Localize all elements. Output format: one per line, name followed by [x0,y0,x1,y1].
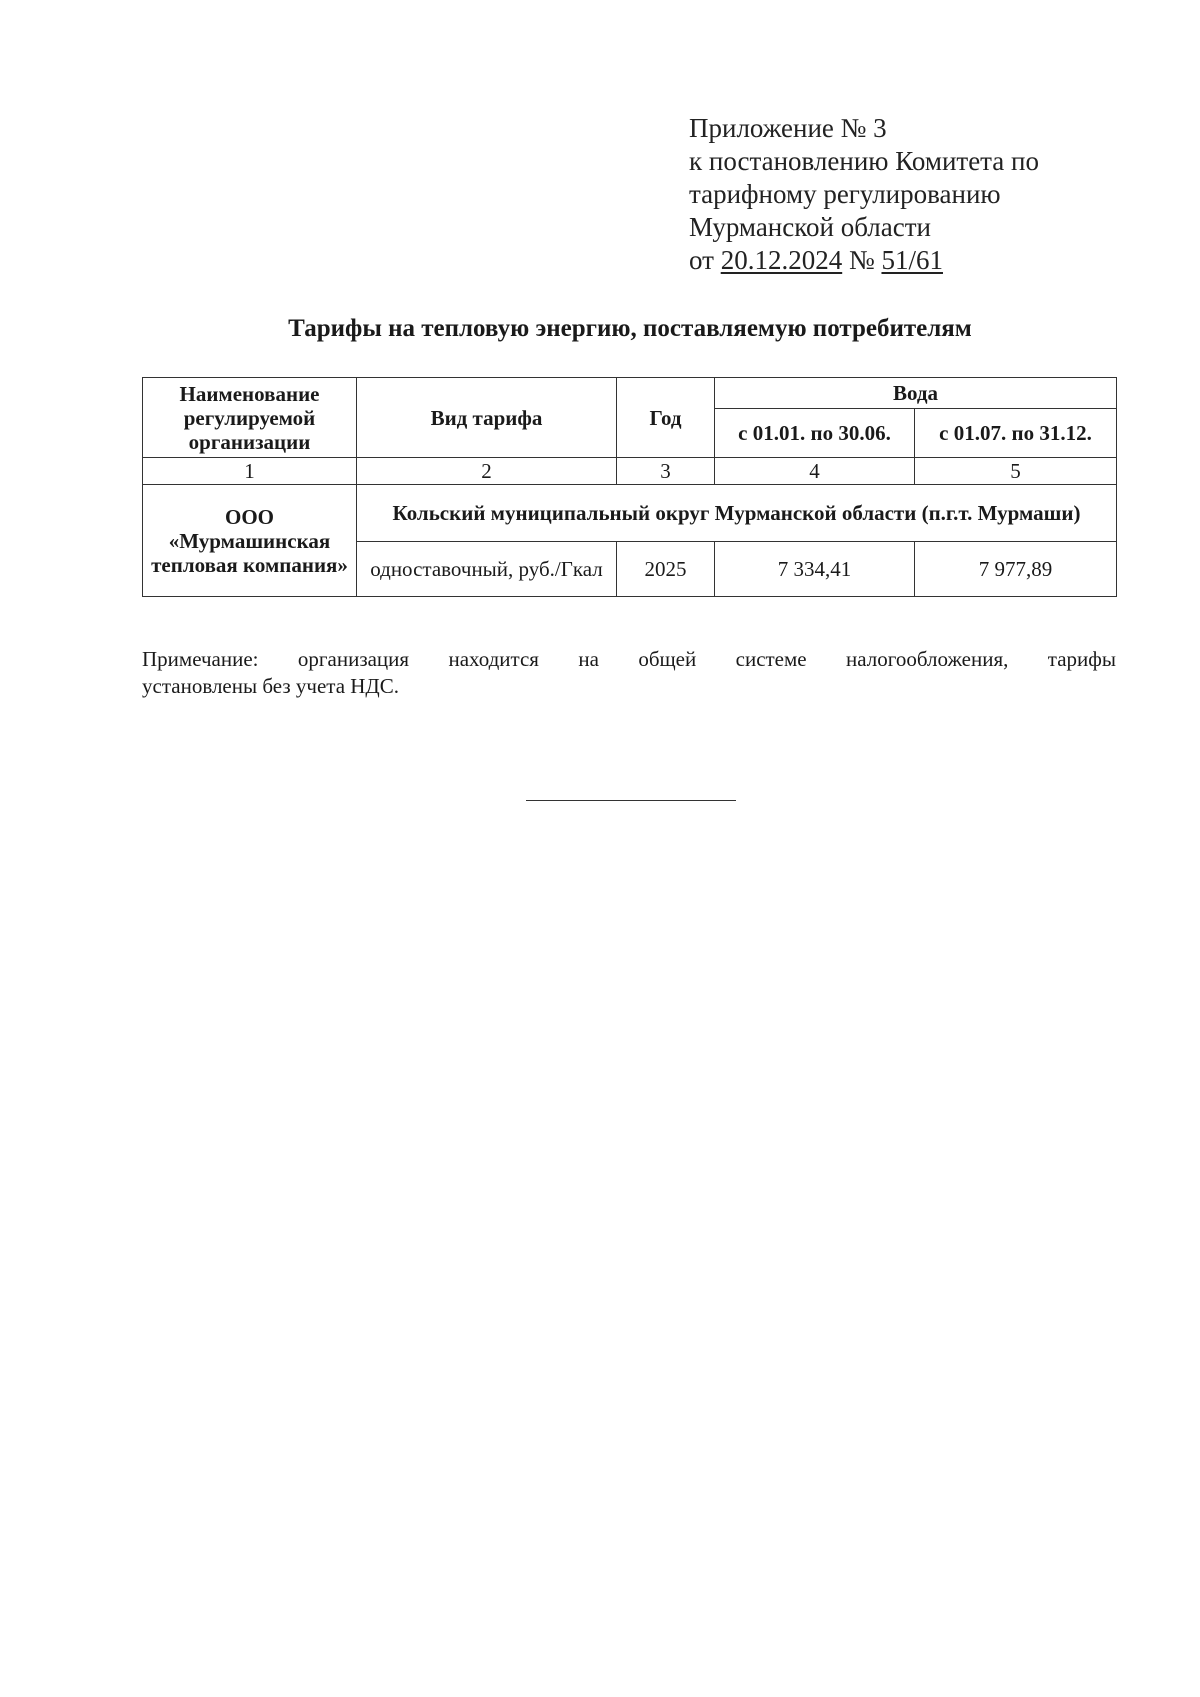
column-number-row [143,458,1117,485]
resolution-date: 20.12.2024 [720,245,843,275]
appendix-line-2: к постановлению Комитета по [689,146,1039,176]
resolution-number: 51/61 [881,245,943,275]
note-line-2: установлены без учета НДС. [142,674,400,698]
header-water: Вода [715,378,1117,409]
header-organization: Наименование регулируемой организации [143,378,357,458]
note-line-1: Примечание: организация находится на общей системе налогообложения, тарифы [142,647,1116,671]
tariff-value-period-2: 7 977,89 [915,542,1117,597]
column-number: 4 [715,458,915,485]
header-tariff-type: Вид тарифа [357,378,617,458]
organization-name: ООО «Мурмашинская тепловая компания» [143,485,357,597]
territory-row [143,485,1117,542]
document-title: Тарифы на тепловую энергию, поставляемую потребителям [288,315,972,342]
number-prefix: № [842,245,882,275]
table-header-row [143,378,1117,409]
year-cell: 2025 [617,542,715,597]
end-separator-line [526,800,736,801]
column-number: 2 [357,458,617,485]
appendix-block [689,112,1039,277]
appendix-line-3: тарифному регулированию [689,179,1001,209]
appendix-line-1: Приложение № 3 [689,113,887,143]
note-paragraph [142,646,1116,700]
tariff-type-cell: одноставочный, руб./Гкал [357,542,617,597]
header-period-2: с 01.07. по 31.12. [915,409,1117,458]
appendix-date-line [689,244,1039,277]
territory-name: Кольский муниципальный округ Мурманской области (п.г.т. Мурмаши) [357,485,1117,542]
column-number: 1 [143,458,357,485]
appendix-line-4: Мурманской области [689,212,931,242]
header-year: Год [617,378,715,458]
tariff-table [142,377,1117,597]
date-prefix: от [689,245,721,275]
tariff-value-period-1: 7 334,41 [715,542,915,597]
header-period-1: с 01.01. по 30.06. [715,409,915,458]
column-number: 3 [617,458,715,485]
column-number: 5 [915,458,1117,485]
